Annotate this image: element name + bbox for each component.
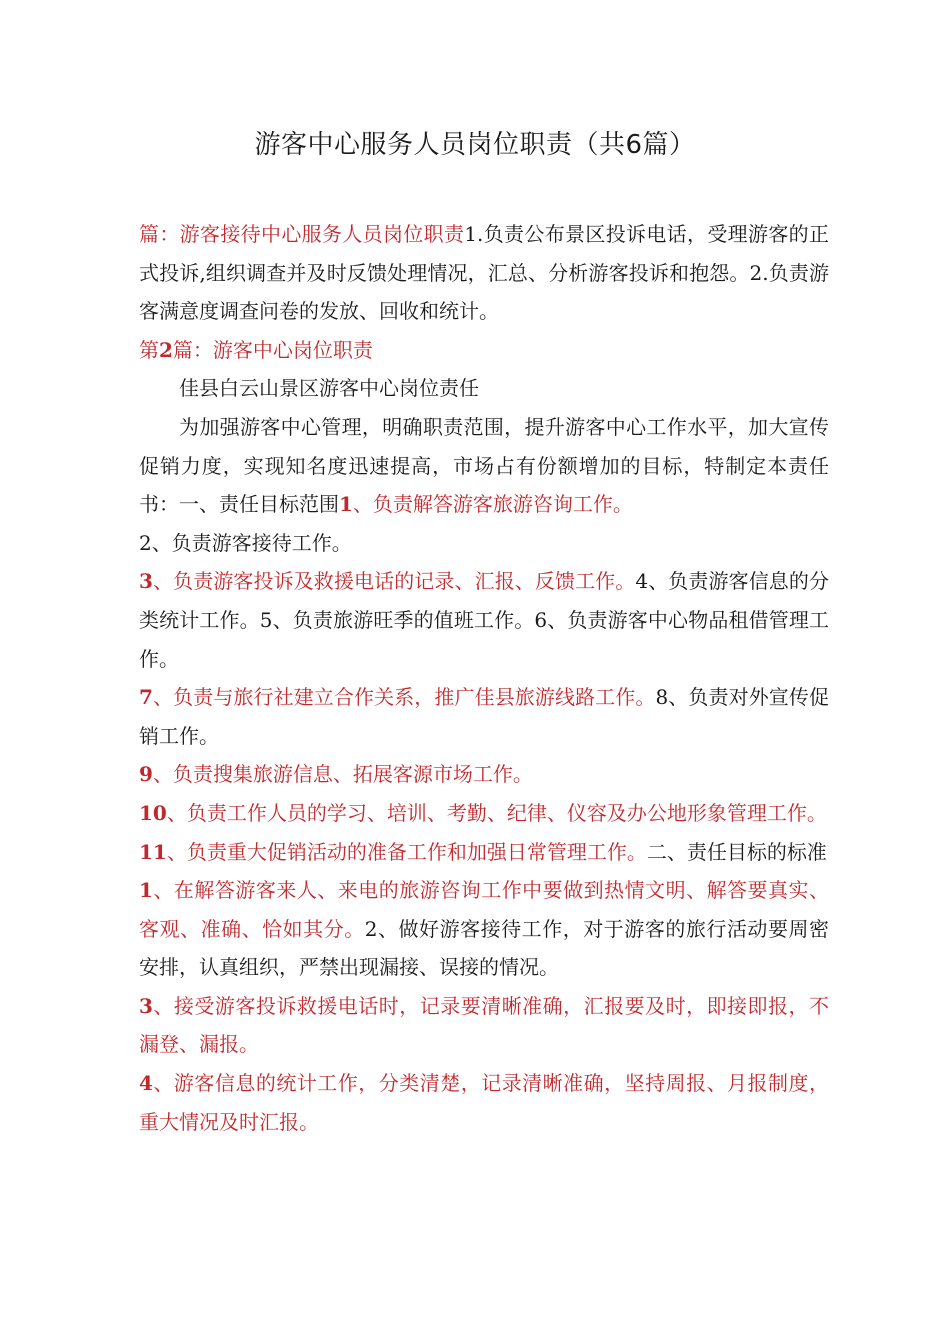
list-item: 2、负责游客接待工作。 bbox=[139, 530, 352, 555]
item-number: 11 bbox=[139, 839, 167, 864]
item-number: 4 bbox=[139, 1071, 153, 1096]
list-item: 3、负责游客投诉及救援电话的记录、汇报、反馈工作。4、负责游客信息的分类统计工作。5、负责旅游旺季的值班工作。6、负责游客中心物品租借管理工作。 bbox=[139, 569, 830, 671]
section-heading-1: 篇：游客接待中心服务人员岗位职责 bbox=[139, 222, 465, 246]
item-number: 3 bbox=[139, 569, 153, 594]
item-number: 9 bbox=[139, 762, 153, 787]
subtitle: 佳县白云山景区游客中心岗位责任 bbox=[179, 376, 479, 401]
item-number: 7 bbox=[139, 685, 153, 710]
list-item: 9、负责搜集旅游信息、拓展客源市场工作。 bbox=[139, 762, 533, 787]
list-item: 10、负责工作人员的学习、培训、考勤、纪律、仪容及办公地形象管理工作。 bbox=[139, 800, 827, 825]
item-number: 1 bbox=[339, 492, 353, 517]
item-number: 1 bbox=[139, 878, 153, 903]
list-item: 11、负责重大促销活动的准备工作和加强日常管理工作。二、责任目标的标准 bbox=[139, 839, 827, 864]
paragraph-text: 1.负责公布景区投诉电话，受理游客的正式投诉,组织调查并及时反馈处理情况，汇总、分析游客投诉和抱怨。2.负责游客满意度调查问卷的发放、回收和统计。 bbox=[139, 222, 829, 324]
document-body bbox=[139, 215, 829, 1141]
item-number: 3 bbox=[139, 993, 153, 1018]
paragraph-1 bbox=[139, 215, 829, 331]
section-heading-2: 第2篇：游客中心岗位职责 bbox=[139, 337, 373, 362]
paragraph-intro: 为加强游客中心管理，明确职责范围，提升游客中心工作水平，加大宣传促销力度，实现知名度迅速提高，市场占有份额增加的目标，特制定本责任书：一、责任目标范围1、负责解答游客旅游咨询工作。 bbox=[139, 414, 829, 517]
list-item: 4、游客信息的统计工作，分类清楚，记录清晰准确，坚持周报、月报制度，重大情况及时汇报。 bbox=[139, 1071, 829, 1134]
page-title: 游客中心服务人员岗位职责（共6篇） bbox=[254, 130, 696, 160]
list-item: 3、接受游客投诉救援电话时，记录要清晰准确，汇报要及时，即接即报，不漏登、漏报。 bbox=[139, 993, 829, 1057]
list-item: 1、在解答游客来人、来电的旅游咨询工作中要做到热情文明、解答要真实、客观、准确、恰如其分。2、做好游客接待工作，对于游客的旅行活动要周密安排，认真组织，严禁出现漏接、误接的情况。 bbox=[139, 878, 830, 980]
list-item: 7、负责与旅行社建立合作关系，推广佳县旅游线路工作。8、负责对外宣传促销工作。 bbox=[139, 685, 829, 748]
item-number: 10 bbox=[139, 800, 167, 825]
